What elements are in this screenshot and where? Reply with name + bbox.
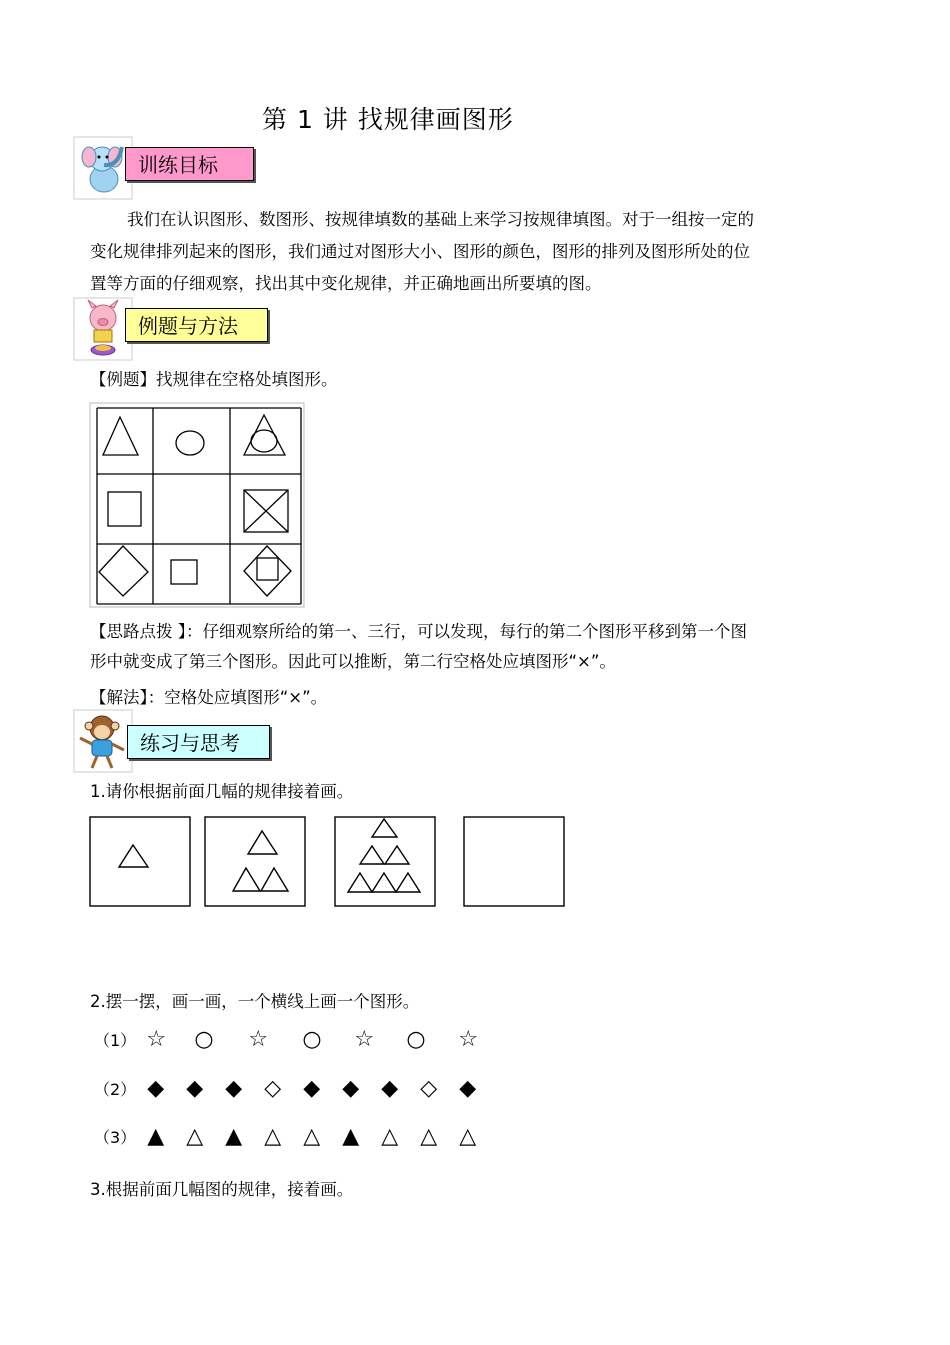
section-examples-label: 例题与方法 xyxy=(125,308,268,342)
panel-2 xyxy=(205,817,305,906)
diamond-outline-icon: ◇ xyxy=(420,1076,438,1101)
elephant-mascot-icon xyxy=(74,137,132,199)
panel-1 xyxy=(90,817,190,906)
triangle-filled-icon: ▲ xyxy=(342,1124,360,1149)
circle-icon xyxy=(176,431,204,455)
diamond-filled-icon: ◆ xyxy=(225,1076,243,1101)
diamond-icon xyxy=(99,546,148,596)
star-outline-icon: ☆ xyxy=(248,1027,269,1052)
star-outline-icon: ☆ xyxy=(458,1027,479,1052)
example-hint xyxy=(90,617,747,677)
sequence-row-3 xyxy=(94,1124,487,1149)
row-label: （1） xyxy=(94,1031,137,1050)
hint-line: 形中就变成了第三个图形。因此可以推断，第二行空格处应填图形“×”。 xyxy=(90,652,616,671)
intro-line: 我们在认识图形、数图形、按规律填数的基础上来学习按规律填图。对于一组按一定的 xyxy=(127,210,754,229)
question-2-text: 2.摆一摆，画一画，一个横线上画一个图形。 xyxy=(90,992,420,1011)
circle-outline-icon: ○ xyxy=(406,1027,426,1052)
row-label: （2） xyxy=(94,1080,137,1099)
triangle-outline-icon: △ xyxy=(459,1124,477,1149)
triangle-outline-icon: △ xyxy=(381,1124,399,1149)
example-grid xyxy=(88,401,306,609)
diamond-filled-icon: ◆ xyxy=(186,1076,204,1101)
intro-paragraph xyxy=(90,204,754,300)
diamond-filled-icon: ◆ xyxy=(342,1076,360,1101)
triangle-icon xyxy=(396,873,420,892)
row-label: （3） xyxy=(94,1128,137,1147)
triangle-icon xyxy=(261,868,288,891)
triangle-icon xyxy=(360,846,384,864)
triangle-sequence-panels xyxy=(88,814,568,908)
diamond-filled-icon: ◆ xyxy=(303,1076,321,1101)
pig-mascot-icon xyxy=(74,298,132,360)
monkey-mascot-icon xyxy=(74,710,132,772)
square-icon xyxy=(108,492,141,526)
circle-outline-icon: ○ xyxy=(194,1027,214,1052)
circle-outline-icon: ○ xyxy=(302,1027,322,1052)
triangle-icon xyxy=(119,845,148,867)
triangle-filled-icon: ▲ xyxy=(225,1124,243,1149)
triangle-icon xyxy=(103,417,138,455)
square-icon xyxy=(171,560,197,584)
example-prompt: 【例题】找规律在空格处填图形。 xyxy=(90,370,338,389)
triangle-outline-icon: △ xyxy=(303,1124,321,1149)
sequence-row-1 xyxy=(94,1027,488,1052)
answer-panel xyxy=(464,817,564,906)
diamond-filled-icon: ◆ xyxy=(459,1076,477,1101)
star-outline-icon: ☆ xyxy=(146,1027,167,1052)
sequence-row-2 xyxy=(94,1076,487,1101)
triangle-filled-icon: ▲ xyxy=(147,1124,165,1149)
section-goal-label: 训练目标 xyxy=(125,147,254,181)
square-with-x-icon xyxy=(244,490,288,532)
triangle-outline-icon: △ xyxy=(186,1124,204,1149)
star-outline-icon: ☆ xyxy=(354,1027,375,1052)
hint-line: 【思路点拨 】：仔细观察所给的第一、三行，可以发现，每行的第二个图形平移到第一个图 xyxy=(90,622,747,641)
triangle-with-circle-icon xyxy=(244,415,285,455)
question-1-text: 1.请你根据前面几幅的规律接着画。 xyxy=(90,782,354,801)
intro-line: 置等方面的仔细观察，找出其中变化规律，并正确地画出所要填的图。 xyxy=(90,274,602,293)
triangle-icon xyxy=(372,873,396,892)
triangle-outline-icon: △ xyxy=(420,1124,438,1149)
triangle-icon xyxy=(385,846,409,864)
diamond-with-square-icon xyxy=(244,546,291,596)
diamond-filled-icon: ◆ xyxy=(381,1076,399,1101)
page-title: 第 1 讲 找规律画图形 xyxy=(262,105,514,134)
diamond-filled-icon: ◆ xyxy=(147,1076,165,1101)
example-solution: 【解法】：空格处应填图形“×”。 xyxy=(90,688,328,707)
triangle-icon xyxy=(248,831,277,854)
triangle-icon xyxy=(372,819,397,837)
section-practice-label: 练习与思考 xyxy=(127,725,270,759)
triangle-icon xyxy=(233,868,260,891)
triangle-outline-icon: △ xyxy=(264,1124,282,1149)
intro-line: 变化规律排列起来的图形，我们通过对图形大小、图形的颜色，图形的排列及图形所处的位 xyxy=(90,242,750,261)
triangle-icon xyxy=(348,873,372,892)
question-3-text: 3.根据前面几幅图的规律，接着画。 xyxy=(90,1180,354,1199)
diamond-outline-icon: ◇ xyxy=(264,1076,282,1101)
